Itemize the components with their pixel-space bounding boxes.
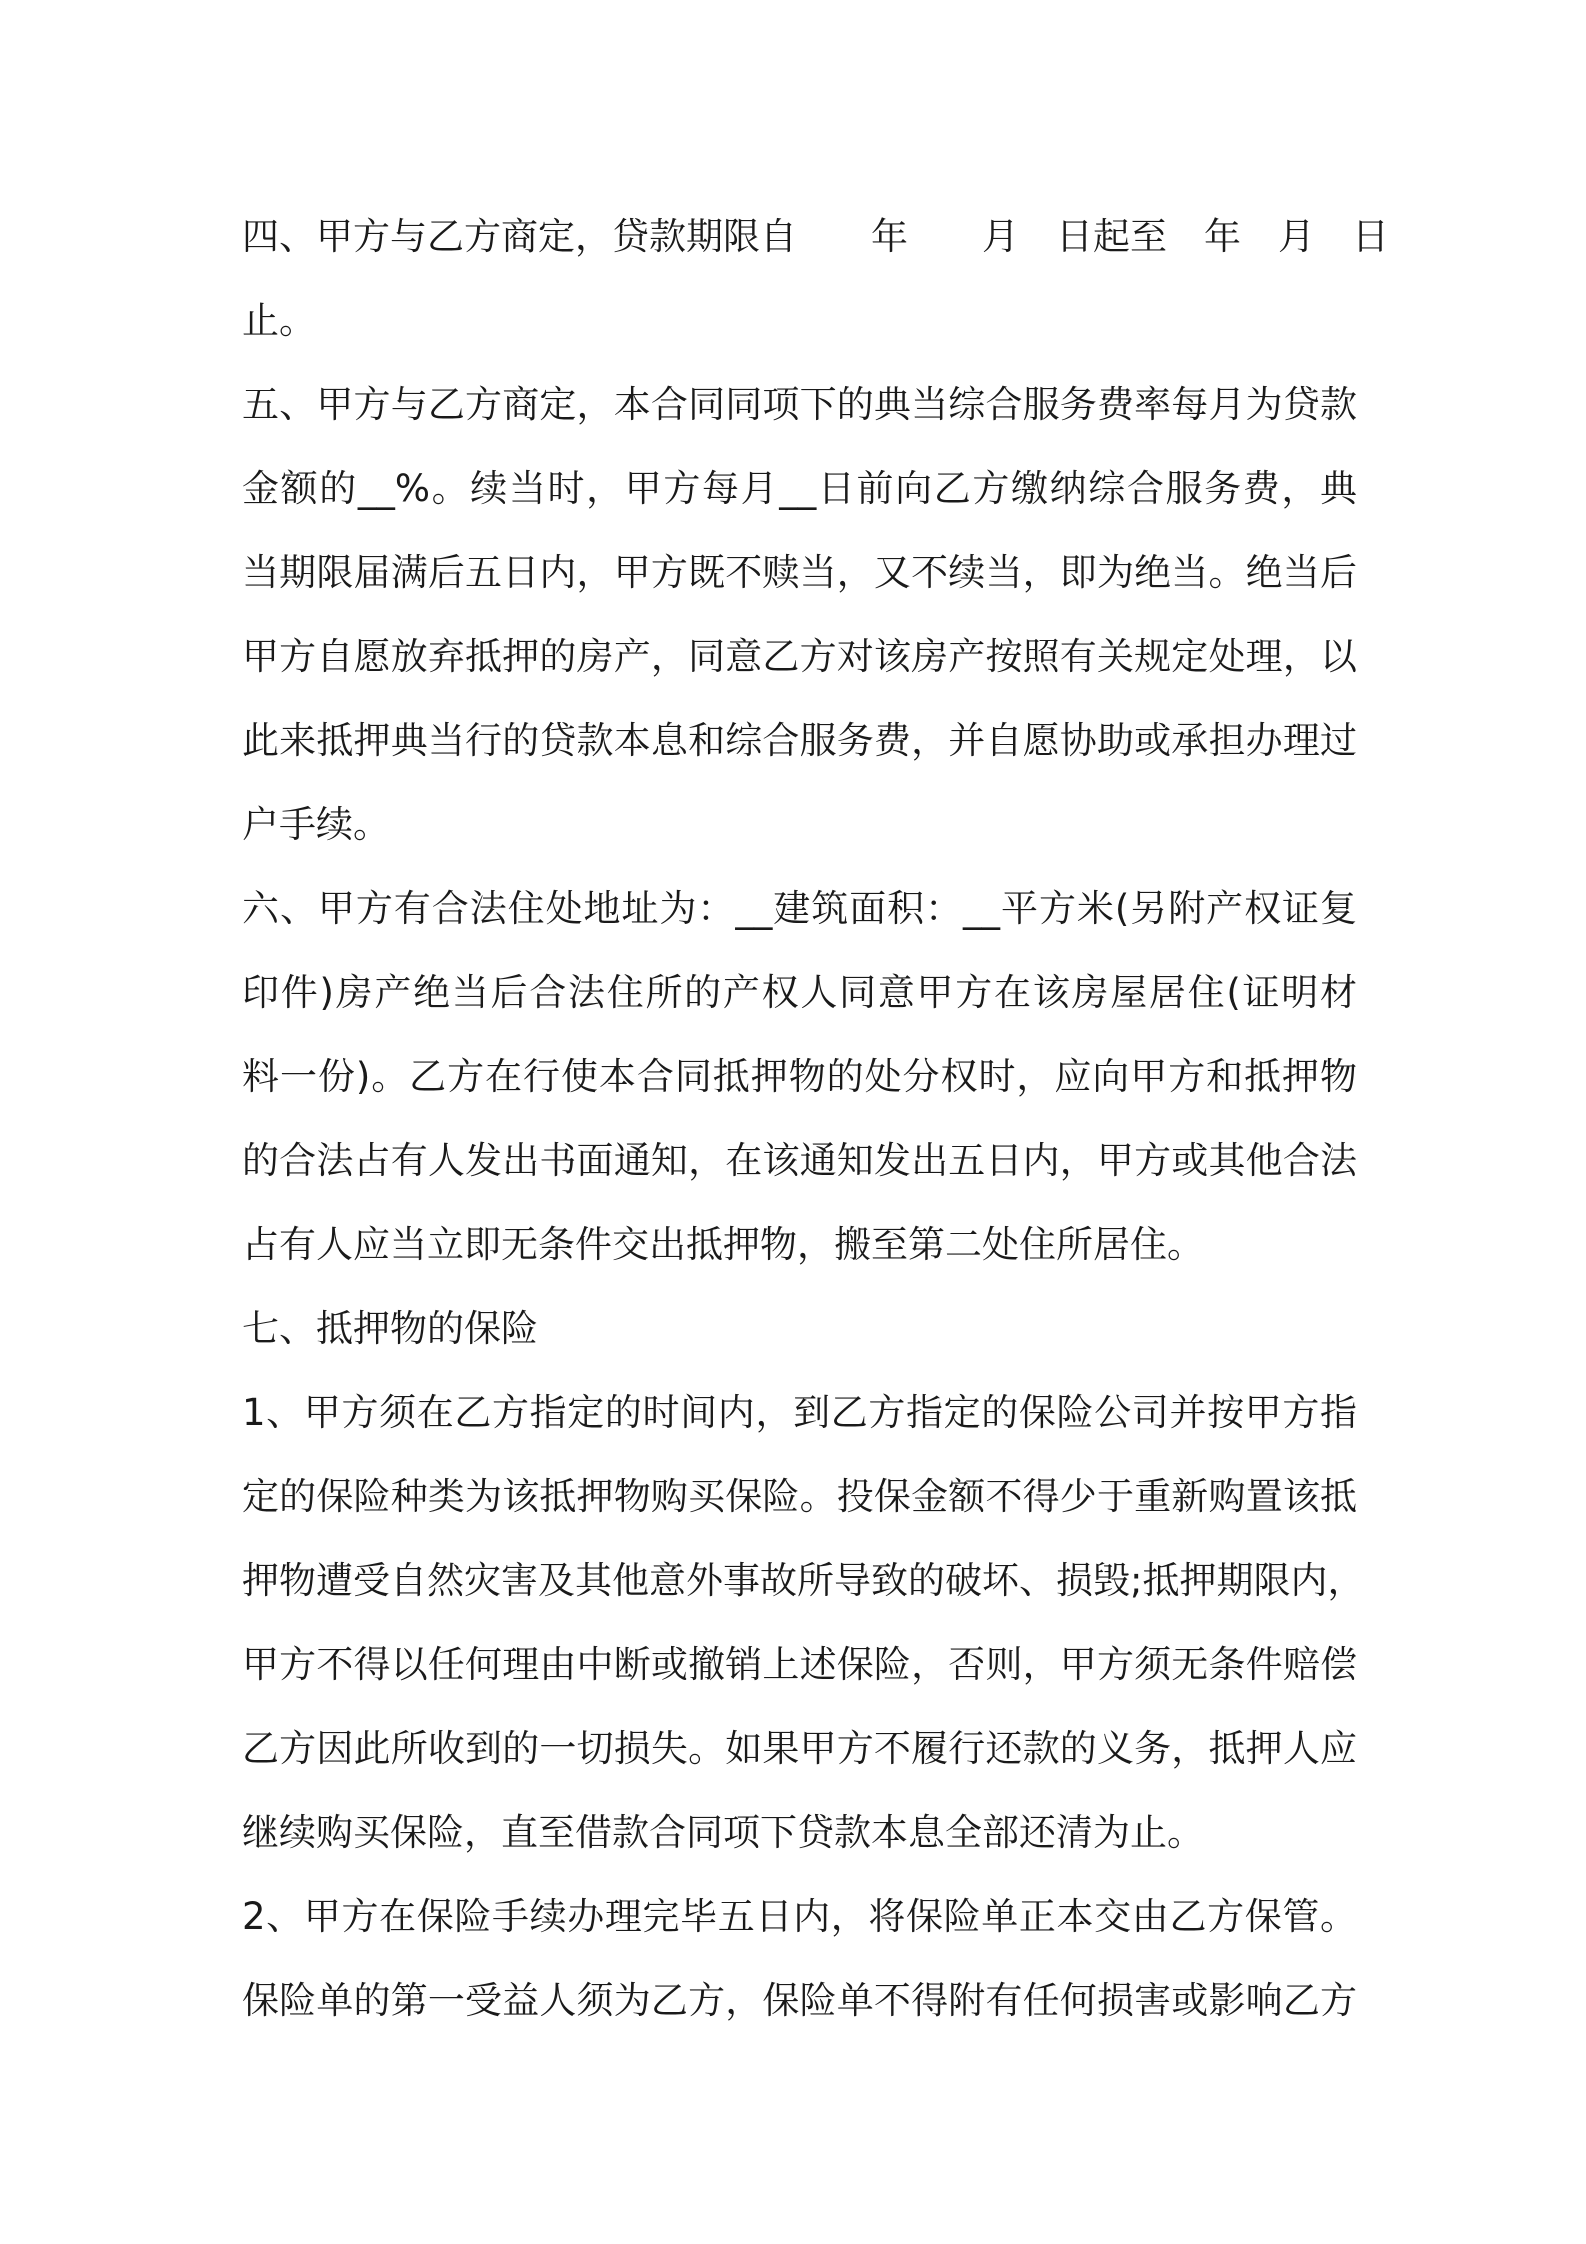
text-line: 1、甲方须在乙方指定的时间内，到乙方指定的保险公司并按甲方指: [242, 1391, 1357, 1434]
text-line: 印件)房产绝当后合法住所的产权人同意甲方在该房屋居住(证明材: [242, 971, 1357, 1014]
text-line: 此来抵押典当行的贷款本息和综合服务费，并自愿协助或承担办理过: [242, 719, 1357, 762]
text-line: 料一份)。乙方在行使本合同抵押物的处分权时，应向甲方和抵押物: [242, 1055, 1357, 1098]
text-line: 六、甲方有合法住处地址为：__建筑面积：__平方米(另附产权证复: [242, 887, 1357, 930]
text-line: 四、甲方与乙方商定，贷款期限自 年 月 日起至 年 月 日: [242, 215, 1389, 258]
text-line: 保险单的第一受益人须为乙方，保险单不得附有任何损害或影响乙方: [242, 1979, 1357, 2022]
text-line: 2、甲方在保险手续办理完毕五日内，将保险单正本交由乙方保管。: [242, 1895, 1357, 1938]
text-line: 户手续。: [242, 803, 390, 846]
contract-body: [242, 195, 1389, 2043]
text-line: 五、甲方与乙方商定，本合同同项下的典当综合服务费率每月为贷款: [242, 383, 1357, 426]
text-line: 甲方不得以任何理由中断或撤销上述保险，否则，甲方须无条件赔偿: [242, 1643, 1357, 1686]
text-line: 止。: [242, 299, 316, 342]
text-line: 押物遭受自然灾害及其他意外事故所导致的破坏、损毁;抵押期限内，: [242, 1559, 1365, 1602]
text-line: 占有人应当立即无条件交出抵押物，搬至第二处住所居住。: [242, 1223, 1204, 1266]
text-line: 甲方自愿放弃抵押的房产，同意乙方对该房产按照有关规定处理，以: [242, 635, 1357, 678]
text-line: 乙方因此所收到的一切损失。如果甲方不履行还款的义务，抵押人应: [242, 1727, 1357, 1770]
section-heading: 七、抵押物的保险: [242, 1307, 538, 1350]
text-line: 定的保险种类为该抵押物购买保险。投保金额不得少于重新购置该抵: [242, 1475, 1357, 1518]
text-line: 金额的__%。续当时，甲方每月__日前向乙方缴纳综合服务费，典: [242, 467, 1357, 510]
text-line: 的合法占有人发出书面通知，在该通知发出五日内，甲方或其他合法: [242, 1139, 1357, 1182]
text-line: 继续购买保险，直至借款合同项下贷款本息全部还清为止。: [242, 1811, 1204, 1854]
text-line: 当期限届满后五日内，甲方既不赎当，又不续当，即为绝当。绝当后: [242, 551, 1357, 594]
